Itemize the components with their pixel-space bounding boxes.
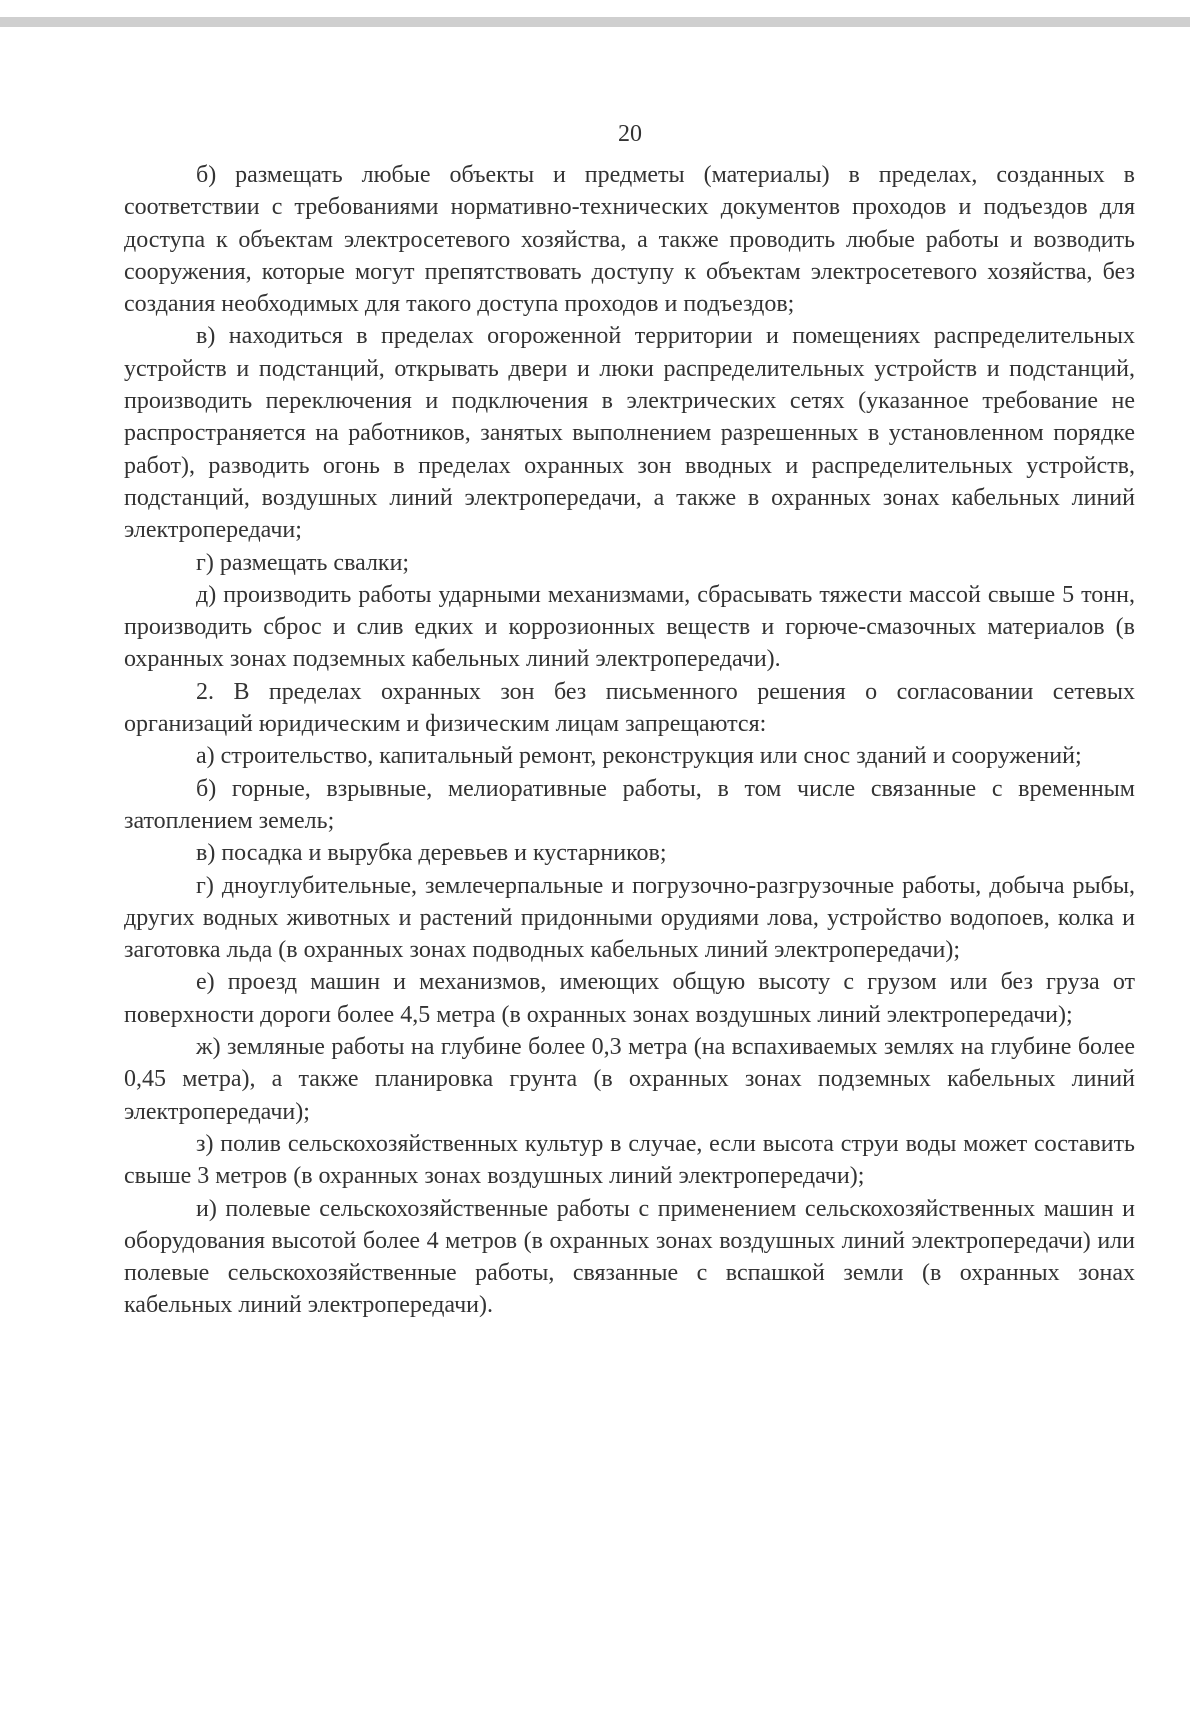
document-body bbox=[124, 159, 1135, 1322]
paragraph-section-2: 2. В пределах охранных зон без письменного решения о согласовании сетевых организаций юридическим и физическим лицам запрещаются: bbox=[124, 678, 1135, 738]
scan-top-edge bbox=[0, 17, 1190, 27]
paragraph-item-2zh: ж) земляные работы на глубине более 0,3 метра (на вспахиваемых землях на глубине более 0,45 метра), а также планировка грунта (в охранных зонах подземных кабельных линий электропередачи); bbox=[124, 1034, 1135, 1125]
paragraph-item-2b: б) горные, взрывные, мелиоративные работы, в том числе связанные с временным затоплением земель; bbox=[124, 775, 1135, 834]
paragraph-item-b: б) размещать любые объекты и предметы (материалы) в пределах, созданных в соответствии с требованиями нормативно-технических документов проходов и подъездов для доступа к объектам электросетевого хозяйства, а также проводить любые работы и возводить сооружения, которые могут препятствовать доступу к объектам электросетевого хозяйства, без создания необходимых для такого доступа проходов и подъездов; bbox=[124, 162, 1135, 318]
page-number: 20 bbox=[618, 121, 642, 147]
paragraph-item-2v: в) посадка и вырубка деревьев и кустарников; bbox=[196, 840, 667, 867]
paragraph-item-2e: е) проезд машин и механизмов, имеющих общую высоту с грузом или без груза от поверхности дороги более 4,5 метра (в охранных зонах воздушных линий электропередачи); bbox=[124, 969, 1135, 1028]
paragraph-item-2g: г) дноуглубительные, землечерпальные и погрузочно-разгрузочные работы, добыча рыбы, других водных животных и растений придонными орудиями лова, устройство водопоев, колка и заготовка льда (в охранных зонах подводных кабельных линий электропередачи); bbox=[124, 872, 1135, 964]
paragraph-item-g: г) размещать свалки; bbox=[196, 549, 410, 576]
paragraph-item-2z: з) полив сельскохозяйственных культур в случае, если высота струи воды может составить свыше 3 метров (в охранных зонах воздушных линий электропередачи); bbox=[124, 1130, 1135, 1190]
paragraph-item-2i: и) полевые сельскохозяйственные работы с применением сельскохозяйственных машин и оборудования высотой более 4 метров (в охранных зонах воздушных линий электропередачи) или полевые сельскохозяйственные работы, связанные с вспашкой земли (в охранных зонах кабельных линий электропередачи). bbox=[124, 1195, 1135, 1319]
paragraph-item-2a: а) строительство, капитальный ремонт, реконструкция или снос зданий и сооружений; bbox=[196, 743, 1082, 770]
paragraph-item-d: д) производить работы ударными механизмами, сбрасывать тяжести массой свыше 5 тонн, производить сброс и слив едких и коррозионных веществ и горюче-смазочных материалов (в охранных зонах подземных кабельных линий электропередачи). bbox=[124, 581, 1135, 673]
paragraph-item-v: в) находиться в пределах огороженной территории и помещениях распределительных устройств и подстанций, открывать двери и люки распределительных устройств и подстанций, производить переключения и подключения в электрических сетях (указанное требование не распространяется на работников, занятых выполнением разрешенных в установленном порядке работ), разводить огонь в пределах охранных зон вводных и распределительных устройств, подстанций, воздушных линий электропередачи, а также в охранных зонах кабельных линий электропередачи; bbox=[124, 323, 1135, 544]
